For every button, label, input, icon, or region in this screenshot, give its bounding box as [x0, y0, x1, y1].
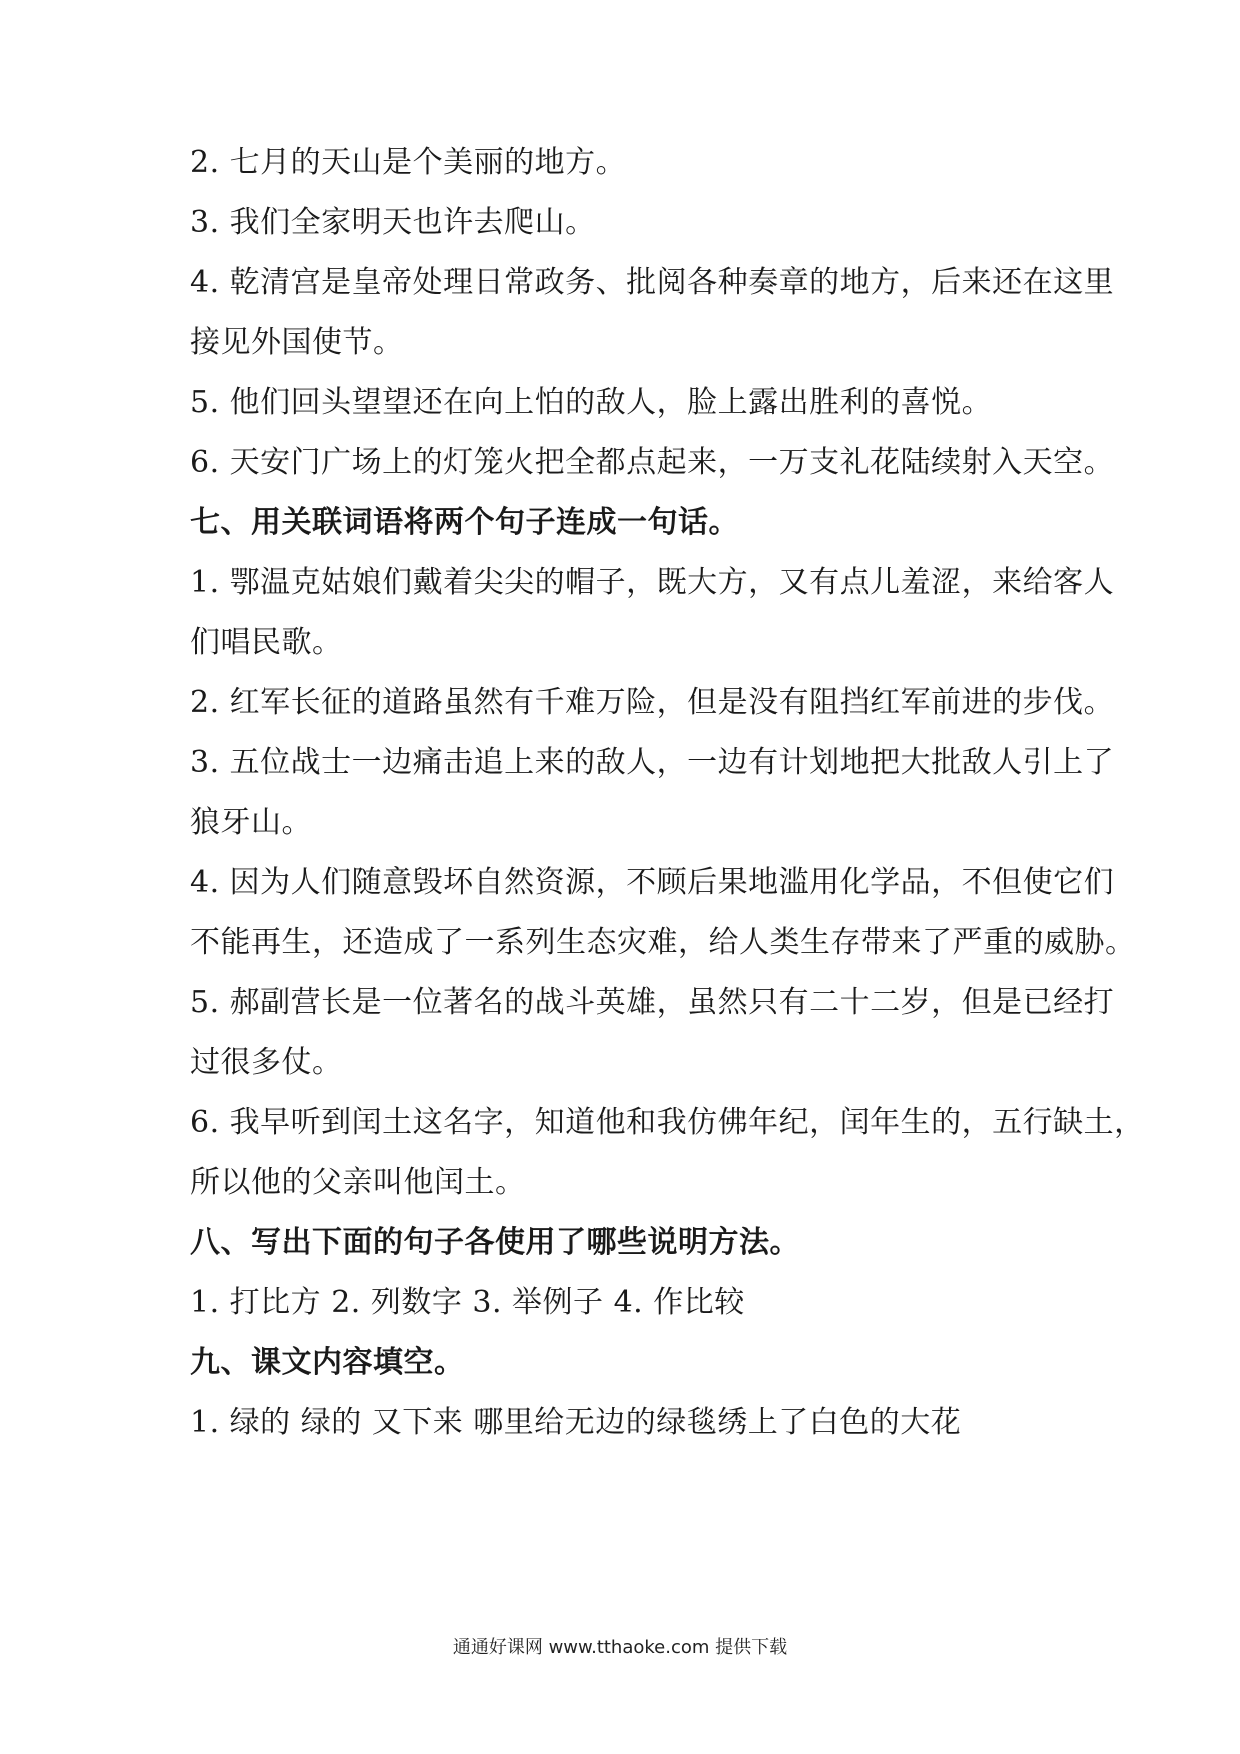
- answer-line: 5. 他们回头望望还在向上怕的敌人，脸上露出胜利的喜悦。: [190, 385, 993, 420]
- answer-line: 1. 鄂温克姑娘们戴着尖尖的帽子，既大方，又有点儿羞涩，来给客人: [190, 565, 1115, 600]
- section-heading: 九、课文内容填空。: [190, 1345, 465, 1380]
- answer-line: 6. 天安门广场上的灯笼火把全都点起来，一万支礼花陆续射入天空。: [190, 445, 1115, 480]
- answer-line: 2. 七月的天山是个美丽的地方。: [190, 145, 627, 180]
- answer-line: 4. 因为人们随意毁坏自然资源，不顾后果地滥用化学品，不但使它们: [190, 865, 1115, 900]
- answer-line: 6. 我早听到闰土这名字，知道他和我仿佛年纪，闰年生的，五行缺土，: [190, 1105, 1145, 1140]
- answer-line: 1. 打比方 2. 列数字 3. 举例子 4. 作比较: [190, 1285, 745, 1320]
- answer-line: 过很多仗。: [190, 1045, 343, 1080]
- answer-line: 1. 绿的 绿的 又下来 哪里给无边的绿毯绣上了白色的大花: [190, 1405, 962, 1440]
- answer-line: 4. 乾清宫是皇帝处理日常政务、批阅各种奏章的地方，后来还在这里: [190, 265, 1115, 300]
- section-heading: 七、用关联词语将两个句子连成一句话。: [190, 505, 739, 540]
- answer-line: 接见外国使节。: [190, 325, 404, 360]
- answer-line: 3. 我们全家明天也许去爬山。: [190, 205, 596, 240]
- answer-line: 5. 郝副营长是一位著名的战斗英雄，虽然只有二十二岁，但是已经打: [190, 985, 1115, 1020]
- section-heading: 八、写出下面的句子各使用了哪些说明方法。: [190, 1225, 800, 1260]
- answer-line: 3. 五位战士一边痛击追上来的敌人，一边有计划地把大批敌人引上了: [190, 745, 1115, 780]
- answer-line: 狼牙山。: [190, 805, 312, 840]
- answer-line: 们唱民歌。: [190, 625, 343, 660]
- answer-line: 所以他的父亲叫他闰土。: [190, 1165, 526, 1200]
- page-footer: 通通好课网 www.tthaoke.com 提供下载: [452, 1637, 788, 1658]
- answer-line: 不能再生，还造成了一系列生态灾难，给人类生存带来了严重的威胁。: [190, 925, 1136, 960]
- answer-line: 2. 红军长征的道路虽然有千难万险，但是没有阻挡红军前进的步伐。: [190, 685, 1115, 720]
